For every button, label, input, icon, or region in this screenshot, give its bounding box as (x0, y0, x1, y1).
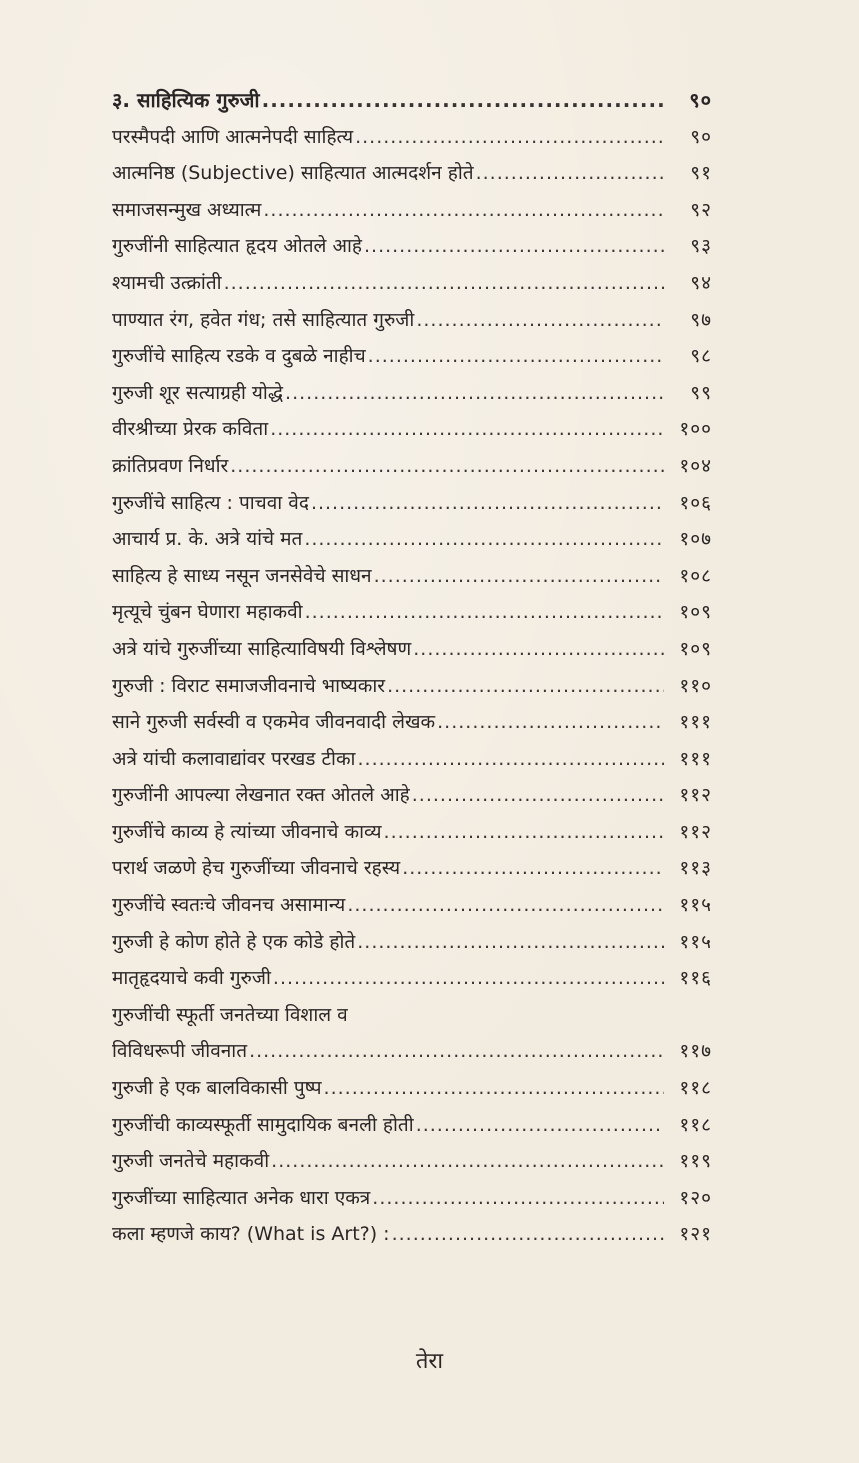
toc-entry-label: गुरुजींनी आपल्या लेखनात रक्त ओतले आहे (112, 784, 410, 807)
toc-entry-label: गुरुजी शूर सत्याग्रही योद्धे (112, 381, 284, 404)
dot-leader (324, 1070, 664, 1107)
toc-entry (112, 1216, 712, 1253)
toc-entry-page: ९२ (690, 198, 712, 221)
toc-entry (112, 302, 712, 339)
dot-leader (402, 850, 664, 887)
toc-entry-label: ३. साहित्यिक गुरुजी (112, 88, 260, 112)
toc-entry (112, 228, 712, 265)
toc-entry (112, 997, 712, 1034)
toc-entry-label: गुरुजींचे साहित्य : पाचवा वेद (112, 491, 309, 514)
toc-entry (112, 924, 712, 961)
toc-entry-label: मृत्यूचे चुंबन घेणारा महाकवी (112, 601, 303, 624)
toc-entry (112, 192, 712, 229)
dot-leader (374, 558, 664, 595)
page-number-footer: तेरा (415, 1349, 444, 1374)
toc-entry-page: १०४ (679, 454, 712, 477)
toc-entry-label: अत्रे यांचे गुरुजींच्या साहित्याविषयी विश्लेषण (112, 637, 412, 660)
toc-entry-page: १०८ (679, 564, 712, 587)
toc-entry-page: ११९ (679, 1150, 712, 1173)
toc-entry-label: वीरश्रीच्या प्रेरक कविता (112, 418, 269, 441)
dot-leader (224, 265, 664, 302)
toc-entry-label: मातृहृदयाचे कवी गुरुजी (112, 967, 271, 990)
dot-leader (357, 741, 664, 778)
dot-leader (262, 82, 664, 119)
dot-leader (384, 814, 664, 851)
toc-entry (112, 887, 712, 924)
dot-leader (230, 448, 664, 485)
toc-entry (112, 960, 712, 997)
toc-entry-label: कला म्हणजे काय? (What is Art?) : (112, 1223, 390, 1246)
toc-entry-label: गुरुजींची काव्यस्फूर्ती सामुदायिक बनली होती (112, 1113, 414, 1136)
dot-leader (416, 1107, 664, 1144)
toc-entry-page: १०९ (679, 637, 712, 660)
dot-leader (387, 668, 664, 705)
toc-entry-label: आत्मनिष्ठ (Subjective) साहित्यात आत्मदर्शन होते (112, 162, 474, 185)
toc-entry-page: ९८ (690, 345, 712, 368)
dot-leader (355, 119, 664, 156)
toc-entry (112, 850, 712, 887)
toc-entry-page: ११३ (679, 857, 712, 880)
toc-entry-page: ९९ (690, 381, 712, 404)
toc-entry-page: १०० (679, 418, 712, 441)
toc-entry (112, 375, 712, 412)
toc-entry-label: क्रांतिप्रवण निर्धार (112, 454, 229, 477)
dot-leader (413, 631, 664, 668)
toc-entry-label: गुरुजींचे काव्य हे त्यांच्या जीवनाचे काव्य (112, 820, 382, 843)
toc-entry (112, 338, 712, 375)
toc-entry-label: समाजसन्मुख अध्यात्म (112, 198, 262, 221)
toc-entry-label: गुरुजींचे साहित्य रडके व दुबळे नाहीच (112, 345, 366, 368)
toc-entry (112, 1180, 712, 1217)
toc-entry (112, 521, 712, 558)
toc-entry-label: गुरुजी जनतेचे महाकवी (112, 1150, 270, 1173)
toc-entry (112, 814, 712, 851)
toc-entry (112, 1033, 712, 1070)
toc-entry-page: १०९ (679, 601, 712, 624)
toc-entry-page: ११६ (679, 967, 712, 990)
toc-entry-label: गुरुजींनी साहित्यात हृदय ओतले आहे (112, 235, 362, 258)
dot-leader (364, 228, 664, 265)
toc-entry (112, 594, 712, 631)
dot-leader (271, 1143, 664, 1180)
toc-entry-label: साहित्य हे साध्य नसून जनसेवेचे साधन (112, 564, 372, 587)
toc-entry-page: १२० (679, 1186, 712, 1209)
toc-entry (112, 777, 712, 814)
dot-leader (476, 155, 664, 192)
toc-entry-page: ११८ (679, 1077, 712, 1100)
toc-entry-page: ९७ (690, 308, 712, 331)
toc-entry-page: ११८ (679, 1113, 712, 1136)
toc-entry (112, 558, 712, 595)
toc-entry (112, 265, 712, 302)
toc-entry (112, 119, 712, 156)
dot-leader (416, 302, 664, 339)
toc-entry-page: ११० (679, 674, 712, 697)
toc-entry-page: १११ (679, 711, 712, 734)
toc-entry-label: श्यामची उत्क्रांती (112, 271, 222, 294)
dot-leader (368, 338, 664, 375)
toc-entry-label: पाण्यात रंग, हवेत गंध; तसे साहित्यात गुरुजी (112, 308, 415, 331)
dot-leader (263, 192, 664, 229)
toc-entry-label: आचार्य प्र. के. अत्रे यांचे मत (112, 528, 303, 551)
dot-leader (412, 777, 664, 814)
toc-entry-page: ११२ (679, 820, 712, 843)
dot-leader (285, 375, 664, 412)
dot-leader (249, 1033, 664, 1070)
toc-entry-label: परार्थ जळणे हेच गुरुजींच्या जीवनाचे रहस्य (112, 857, 401, 880)
toc-entry (112, 704, 712, 741)
toc-entry (112, 668, 712, 705)
toc-entry-page: ११२ (679, 784, 712, 807)
toc-entry-label: गुरुजींची स्फूर्ती जनतेच्या विशाल व (112, 1003, 348, 1026)
toc-entry (112, 411, 712, 448)
toc-entry-label: गुरुजींचे स्वतःचे जीवनच असामान्य (112, 894, 346, 917)
toc-entry-label: गुरुजी हे कोण होते हे एक कोडे होते (112, 930, 356, 953)
toc-entry (112, 1143, 712, 1180)
toc-entry (112, 155, 712, 192)
toc-entry (112, 82, 712, 119)
dot-leader (304, 521, 664, 558)
toc-entry-page: ९४ (690, 271, 712, 294)
toc-entry-page: १११ (679, 747, 712, 770)
dot-leader (305, 594, 664, 631)
dot-leader (270, 411, 664, 448)
toc-entry-label: विविधरूपी जीवनात (112, 1040, 248, 1063)
dot-leader (273, 960, 664, 997)
toc-entry-label: गुरुजी हे एक बालविकासी पुष्प (112, 1077, 322, 1100)
toc-entry-label: परस्मैपदी आणि आत्मनेपदी साहित्य (112, 125, 354, 148)
toc-entry-label: गुरुजी : विराट समाजजीवनाचे भाष्यकार (112, 674, 386, 697)
toc-entry (112, 741, 712, 778)
toc-entry (112, 485, 712, 522)
toc-entry (112, 1070, 712, 1107)
toc-entry (112, 1107, 712, 1144)
dot-leader (437, 704, 664, 741)
toc-entry-page: १०७ (679, 528, 712, 551)
dot-leader (372, 1180, 664, 1217)
dot-leader (357, 924, 664, 961)
toc-entry-page: ९३ (690, 235, 712, 258)
toc-entry-page: ९० (690, 125, 712, 148)
toc-entry-page: ११७ (679, 1040, 712, 1063)
toc-entry-page: ९१ (690, 162, 712, 185)
toc-entry (112, 631, 712, 668)
dot-leader (311, 485, 664, 522)
toc-entry-page: ९० (689, 88, 712, 112)
toc-entry (112, 448, 712, 485)
toc-entry-page: १२१ (679, 1223, 712, 1246)
toc-entry-label: साने गुरुजी सर्वस्वी व एकमेव जीवनवादी लेखक (112, 711, 436, 734)
dot-leader (347, 887, 664, 924)
toc-entry-page: ११५ (679, 930, 712, 953)
toc-entry-page: १०६ (679, 491, 712, 514)
table-of-contents (112, 82, 712, 1253)
dot-leader (392, 1216, 664, 1253)
toc-entry-label: गुरुजींच्या साहित्यात अनेक धारा एकत्र (112, 1186, 371, 1209)
toc-entry-page: ११५ (679, 894, 712, 917)
toc-entry-label: अत्रे यांची कलावाद्यांवर परखड टीका (112, 747, 356, 770)
